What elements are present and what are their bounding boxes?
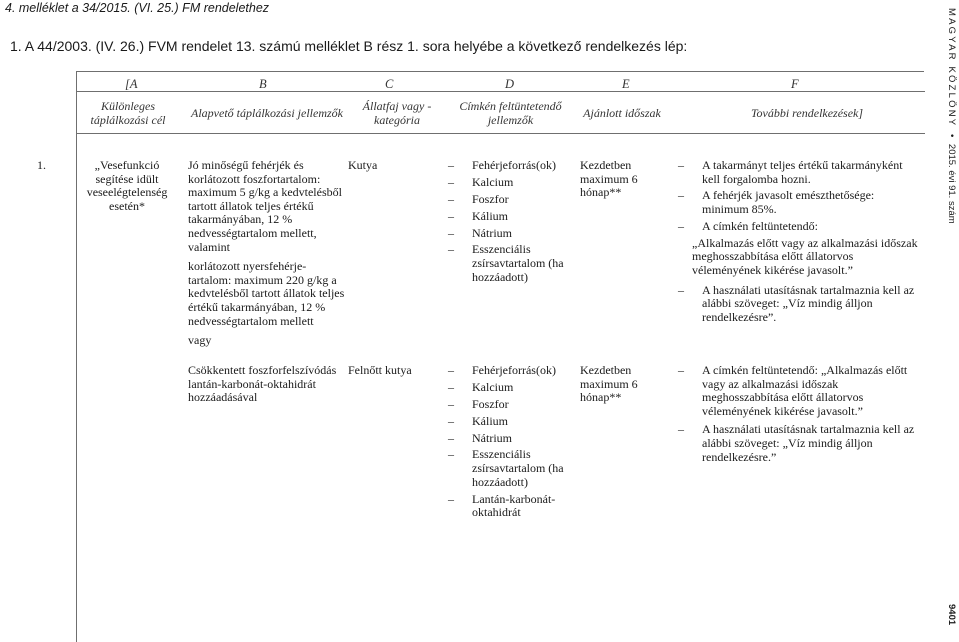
column-header-period: Ajánlott időszak [583,106,661,120]
list-item: – Lantán-karbonát-oktahidrát [448,493,568,520]
column-letter-b: B [259,77,267,91]
column-letter-d: D [505,77,515,91]
row-purpose: „Vesefunkció segítése idült veseelégtelenség esetén* [86,158,168,213]
provisions-table [37,71,924,642]
row1-labelling [448,159,568,288]
row1-characteristics-phosphorus: Jó minőségű fehérjék és korlátozott foszfortartalom: maximum 5 g/kg a kedvtelésből tartott állatok teljes értékű takarmányában, 12 % nedvességtartalom mellett, valamint [188,158,342,254]
row1-period: Kezdetben maximum 6 hónap** [580,158,638,200]
list-item: – Kálium [448,210,568,224]
column-letter-f: F [791,77,799,91]
list-item: – Esszenciális zsírsavtartalom (ha hozzáadott) [448,448,568,489]
column-header-purpose: Különleges táplálkozási cél [90,99,166,127]
list-item: – Kálium [448,415,568,429]
journal-name: MAGYAR KÖZLÖNY [946,8,957,128]
row1-characteristics-or: vagy [188,333,212,348]
list-item: – A használati utasításnak tartalmaznia kell az alábbi szöveget: „Víz mindig álljon rendelkezésre.” [678,423,918,464]
column-letter-e: E [622,77,630,91]
list-item: – A címkén feltüntetendő: „Alkalmazás előtt vagy az alkalmazási időszak meghosszabbítása előtt állatorvos véleményének kikérése javasolt.” [678,364,918,418]
row1-characteristics-protein: korlátozott nyersfehérje-tartalom: maximum 220 g/kg a kedvtelésből tartott állatok teljes értékű takarmányában, 12 % nedvességtartalom mellett [188,259,345,328]
list-item: – Fehérjeforrás(ok) [448,364,568,378]
row2-period: Kezdetben maximum 6 hónap** [580,363,638,405]
row2-provisions [678,364,918,469]
column-header-labelling: Címkén feltüntetendő jellemzők [459,99,562,127]
list-item: – Kalcium [448,381,568,395]
row1-provisions [678,159,918,328]
list-item: – Foszfor [448,398,568,412]
column-letter-c: C [385,77,394,91]
list-item: – Nátrium [448,227,568,241]
row2-characteristics: Csökkentett foszforfelszívódás lantán-karbonát-oktahidrát hozzáadásával [188,363,337,405]
row1-species: Kutya [348,158,378,172]
separator-bullet: • [946,133,957,138]
list-item: – Nátrium [448,432,568,446]
column-header-species: Állatfaj vagy -kategória [362,99,432,127]
row2-labelling [448,364,568,523]
list-item: – A fehérjék javasolt emészthetősége: minimum 85%. [678,189,918,216]
list-item: – A használati utasításnak tartalmaznia kell az alábbi szöveget: „Víz mindig álljon rendelkezésre”. [678,284,918,325]
intro-text: 1. A 44/2003. (IV. 26.) FVM rendelet 13. számú melléklet B rész 1. sora helyébe a következő rendelkezés lép: [10,38,688,54]
list-item: – A takarmányt teljes értékű takarmányként kell forgalomba hozni. [678,159,918,186]
list-item: – Fehérjeforrás(ok) [448,159,568,173]
row1-characteristics [188,159,348,354]
list-item: – A címkén feltüntetendő: [678,220,918,234]
list-item: – Kalcium [448,176,568,190]
list-item: – Esszenciális zsírsavtartalom (ha hozzáadott) [448,243,568,284]
table-divider-header [77,133,925,134]
page-number: 9401 [946,604,957,626]
column-header-provisions: További rendelkezések] [750,106,864,120]
column-header-characteristics: Alapvető táplálkozási jellemzők [191,106,343,120]
side-journal-label [943,8,957,224]
list-item: – Foszfor [448,193,568,207]
column-letter-a: [A [125,77,138,91]
document-header-label: 4. melléklet a 34/2015. (VI. 25.) FM rendelethez [5,1,270,15]
row1-provisions-quote: „Alkalmazás előtt vagy az alkalmazási időszak meghosszabbítása előtt állatorvos véleményének kikérése javasolt.” [692,235,918,278]
issue-number: 2015. évi 91. szám [946,143,957,224]
row2-species: Felnőtt kutya [348,363,412,377]
row-number: 1. [37,158,46,172]
